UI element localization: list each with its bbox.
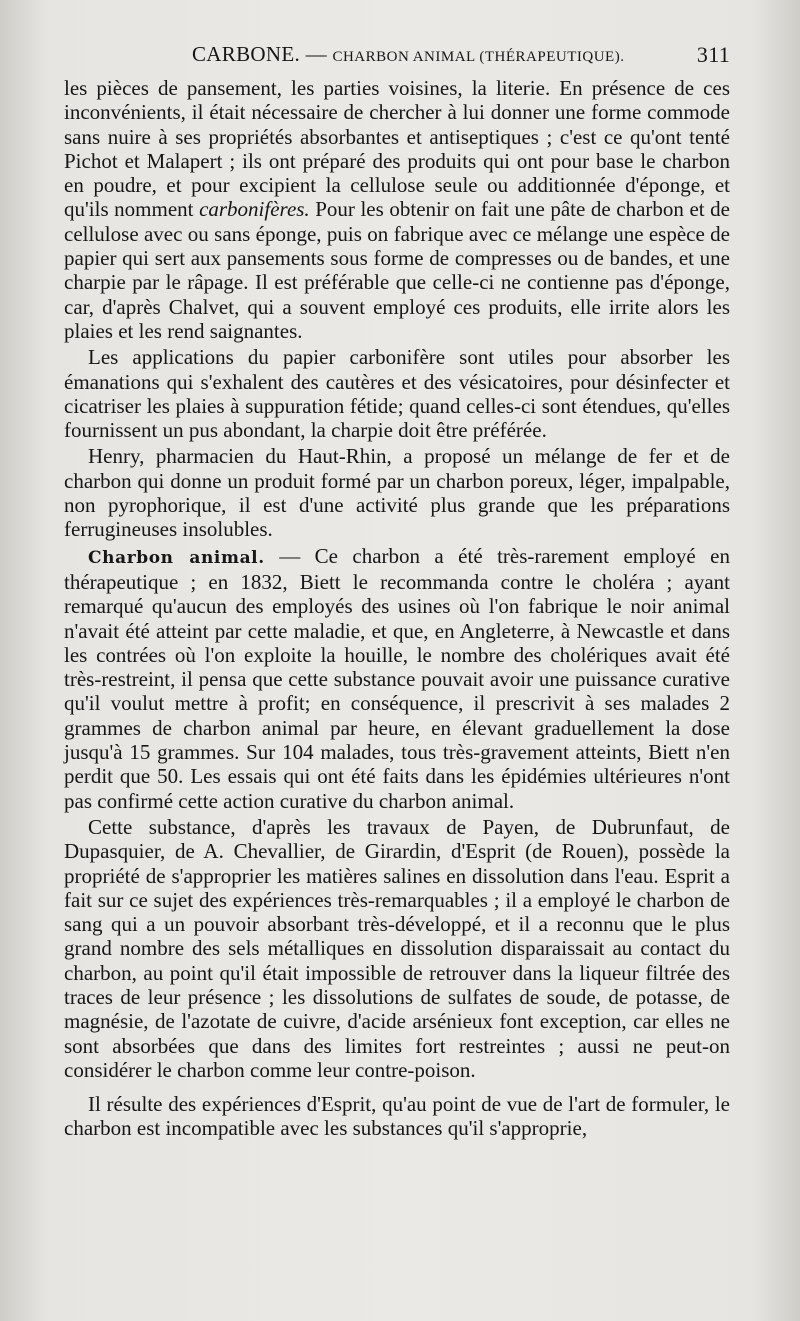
running-title-main: CARBONE. [192, 42, 300, 66]
paragraph-1-text-a: les pièces de pansement, les parties voisines, la literie. En présence de ces inconvénients, il était nécessaire de chercher à lui donner une forme commode sans nuire à ses propriétés absorbantes et antiseptiques ; c'est ce qu'ont tenté Pichot et Malapert ; ils ont préparé des produits qui ont pour base le charbon en poudre, et pour excipient la cellulose seule ou additionnée d'éponge, et qu'ils nomment [64, 76, 730, 222]
paragraph-1 [64, 76, 730, 343]
running-title-separator: — [305, 42, 327, 66]
paragraph-3: Henry, pharmacien du Haut-Rhin, a proposé un mélange de fer et de charbon qui donne un produit formé par un charbon poreux, léger, impalpable, non pyrophorique, il est d'une activité plus grande que les préparations ferrugineuses insolubles. [64, 444, 730, 542]
paragraph-1-italic-term: carbonifères. [199, 197, 310, 222]
paragraph-2: Les applications du papier carbonifère sont utiles pour absorber les émanations qui s'exhalent des cautères et des vésicatoires, pour désinfecter et cicatriser les plaies à suppuration fétide; quand celles-ci sont étendues, qu'elles fournissent un pus abondant, la charpie doit être préférée. [64, 345, 730, 443]
paragraph-5: Cette substance, d'après les travaux de Payen, de Dubrunfaut, de Dupasquier, de A. Chevallier, de Girardin, d'Esprit (de Rouen), possède la propriété de s'approprier les matières salines en dissolution dans l'eau. Esprit a fait sur ce sujet des expériences très-remarquables ; il a employé le charbon de sang qui a un pouvoir absorbant très-développé, et il a reconnu que le plus grand nombre des sels métalliques en dissolution disparaissait au contact du charbon, au point qu'il était impossible de retrouver dans la liqueur filtrée des traces de leur présence ; les dissolutions de sulfates de soude, de potasse, de magnésie, de l'azotate de cuivre, d'acide arsénieux font exception, car elles ne sont absorbées que dans des limites fort restreintes ; aussi ne peut-on considérer le charbon comme leur contre-poison. [64, 814, 730, 1082]
paragraph-6: Il résulte des expériences d'Esprit, qu'au point de vue de l'art de formuler, le charbon est incompatible avec les substances qu'il s'approprie, [64, 1092, 730, 1141]
paragraph-4-text: — Ce charbon a été très-rarement employé en thérapeutique ; en 1832, Biett le recommanda contre le choléra ; ayant remarqué qu'aucun des employés des usines où l'on fabrique le noir animal n'avait été atteint par cette maladie, et que, en Angleterre, à Newcastle et dans les contrées où l'on exploite la houille, le nombre des cholériques avait été très-restreint, il pensa que cette substance pouvait avoir une puissance curative qu'il voulut mettre à profit; en conséquence, il prescrivit à ses malades 2 grammes de charbon animal par heure, en élevant graduellement la dose jusqu'à 15 grammes. Sur 104 malades, tous très-gravement atteints, Biett n'en perdit que 50. Les essais qui ont été faits dans les épidémies ultérieures n'ont pas confirmé cette action curative du charbon animal. [64, 543, 731, 813]
running-header [64, 40, 730, 76]
paragraph-4 [64, 544, 730, 813]
section-heading-charbon-animal: Charbon animal. [88, 547, 265, 568]
page-number: 311 [696, 42, 730, 67]
running-title-sub: CHARBON ANIMAL (THÉRAPEUTIQUE). [332, 49, 625, 65]
paragraph-1-text-b: Pour les obtenir on fait une pâte de charbon et de cellulose avec ou sans éponge, puis on fabrique avec ce mélange une espèce de papier qui sert aux pansements sous forme de compresses ou de bandes, et une charpie par le râpage. Il est préférable que celle-ci ne contienne pas d'éponge, car, d'après Chalvet, qui a souvent employé ces produits, elle irrite alors les plaies et les rend saignantes. [64, 197, 730, 343]
running-title [192, 42, 624, 67]
page-body [64, 76, 730, 1141]
